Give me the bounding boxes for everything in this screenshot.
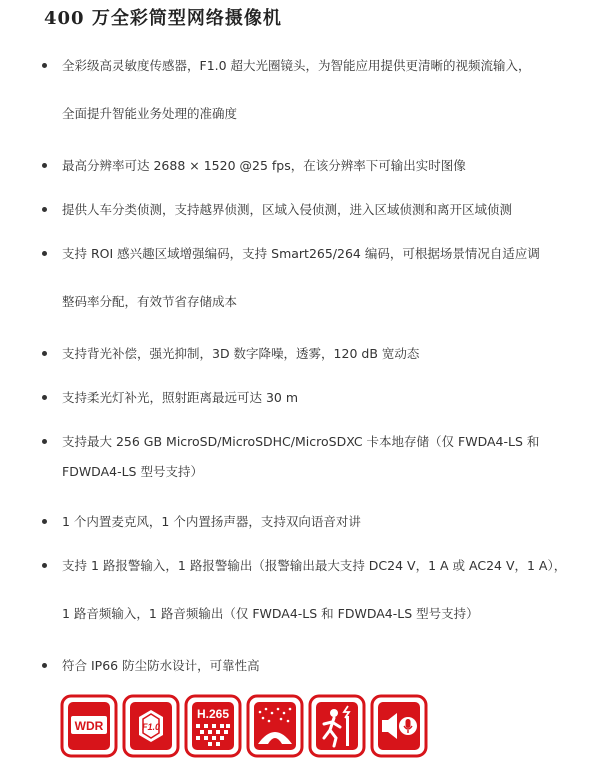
two-way-audio-icon xyxy=(370,694,428,758)
feature-text: 支持最大 256 GB MicroSD/MicroSDHC/MicroSDXC 卡本地存储（仅 FWDA4-LS 和 xyxy=(62,434,540,449)
bullet xyxy=(42,519,47,524)
wdr-icon xyxy=(60,694,118,758)
h265-label: H.265 xyxy=(196,707,230,721)
feature-text: 符合 IP66 防尘防水设计，可靠性高 xyxy=(62,658,260,673)
feature-text: 1 路音频输入，1 路音频输出（仅 FWDA4-LS 和 FDWDA4-LS 型号支持） xyxy=(62,606,479,621)
intrusion-detection-icon xyxy=(308,694,366,758)
aperture-label: F1.0 xyxy=(141,722,161,732)
feature-text: 全彩级高灵敏度传感器，F1.0 超大光圈镜头，为智能应用提供更清晰的视频流输入， xyxy=(62,58,531,73)
feature-text: 全面提升智能业务处理的准确度 xyxy=(62,106,238,121)
wdr-icon-label: WDR xyxy=(74,719,104,733)
feature-icons-row xyxy=(60,694,440,764)
feature-text: 支持 ROI 感兴趣区域增强编码，支持 Smart265/264 编码，可根据场景情况自适应调 xyxy=(62,246,540,261)
feature-text: 1 个内置麦克风，1 个内置扬声器，支持双向语音对讲 xyxy=(62,514,361,529)
bullet xyxy=(42,207,47,212)
bullet xyxy=(42,563,47,568)
feature-text: 支持 1 路报警输入，1 路报警输出（报警输出最大支持 DC24 V，1 A 或 AC24 V，1 A）， xyxy=(62,558,567,573)
feature-text: 支持背光补偿，强光抑制，3D 数字降噪，透雾，120 dB 宽动态 xyxy=(62,346,420,361)
bullet xyxy=(42,663,47,668)
h265-icon xyxy=(184,694,242,758)
bullet xyxy=(42,251,47,256)
aperture-f10-icon xyxy=(122,694,180,758)
bullet xyxy=(42,163,47,168)
page-title: 400 万全彩筒型网络摄像机 xyxy=(44,8,282,29)
feature-text: 整码率分配，有效节省存储成本 xyxy=(62,294,238,309)
bullet xyxy=(42,63,47,68)
feature-text: 支持柔光灯补光，照射距离最远可达 30 m xyxy=(62,390,299,405)
bullet xyxy=(42,395,47,400)
bullet xyxy=(42,351,47,356)
feature-text: FDWDA4-LS 型号支持） xyxy=(62,464,203,479)
feature-text: 提供人车分类侦测，支持越界侦测，区域入侵侦测，进入区域侦测和离开区域侦测 xyxy=(62,202,513,217)
feature-text: 最高分辨率可达 2688 × 1520 @25 fps，在该分辨率下可输出实时图像 xyxy=(62,158,466,173)
bullet xyxy=(42,439,47,444)
defog-icon xyxy=(246,694,304,758)
